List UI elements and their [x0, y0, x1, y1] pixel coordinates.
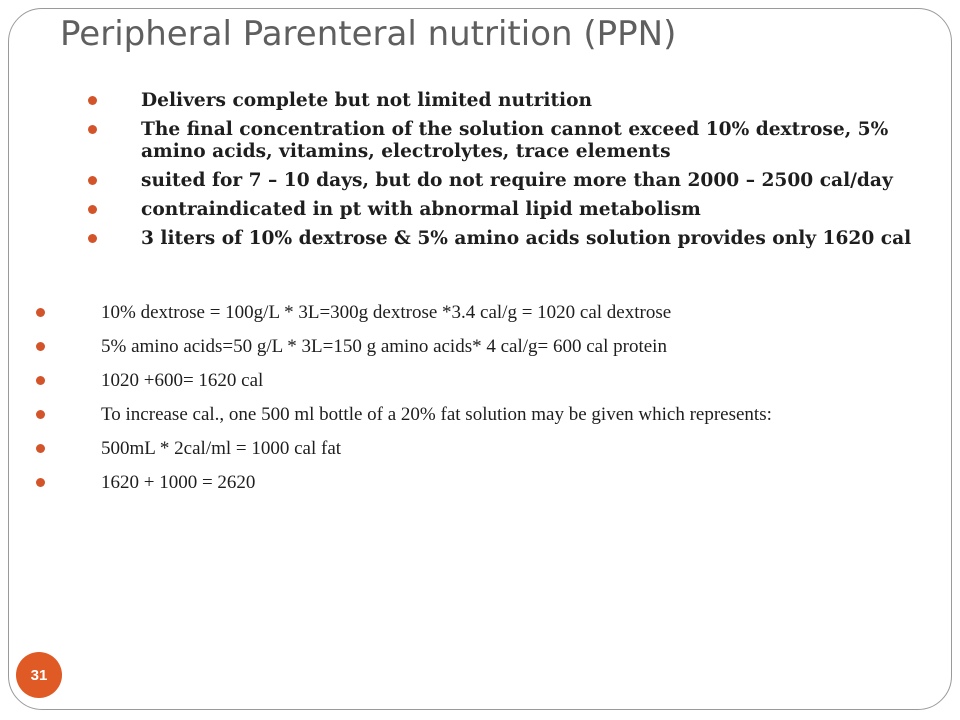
calculation-text: 500mL * 2cal/ml = 1000 cal fat — [101, 438, 342, 459]
bullet-dot-icon — [88, 234, 97, 243]
key-point — [88, 170, 954, 192]
calculation-text: 10% dextrose = 100g/L * 3L=300g dextrose *3.4 cal/g = 1020 cal dextrose — [101, 302, 672, 323]
key-point — [88, 90, 954, 112]
page-number-badge: 31 — [16, 652, 62, 698]
key-point — [88, 119, 954, 163]
key-point-text: 3 liters of 10% dextrose & 5% amino acids solution provides only 1620 cal — [141, 228, 912, 249]
bullet-dot-icon — [88, 125, 97, 134]
calculation-list — [36, 301, 952, 505]
bullet-dot-icon — [88, 96, 97, 105]
key-point — [88, 228, 954, 250]
bullet-dot-icon — [88, 176, 97, 185]
bullet-dot-icon — [36, 376, 45, 385]
key-point-text: contraindicated in pt with abnormal lipid metabolism — [141, 199, 701, 220]
calculation-text: 5% amino acids=50 g/L * 3L=150 g amino acids* 4 cal/g= 600 cal protein — [101, 336, 667, 357]
calculation-item — [36, 369, 952, 393]
bullet-dot-icon — [36, 342, 45, 351]
bullet-dot-icon — [36, 478, 45, 487]
calculation-item — [36, 437, 952, 461]
bullet-dot-icon — [36, 308, 45, 317]
slide-title: Peripheral Parenteral nutrition (PPN) — [60, 14, 677, 54]
key-point-text: suited for 7 – 10 days, but do not require more than 2000 – 2500 cal/day — [141, 170, 893, 191]
calculation-item — [36, 471, 952, 495]
calculation-item — [36, 301, 952, 325]
bullet-dot-icon — [36, 410, 45, 419]
bullet-dot-icon — [88, 205, 97, 214]
calculation-item — [36, 335, 952, 359]
key-point-text: The final concentration of the solution cannot exceed 10% dextrose, 5% amino acids, vitamins, electrolytes, trace elements — [141, 119, 889, 162]
calculation-text: 1020 +600= 1620 cal — [101, 370, 264, 391]
calculation-item — [36, 403, 952, 427]
key-points-list — [88, 90, 954, 257]
calculation-text: 1620 + 1000 = 2620 — [101, 472, 256, 493]
key-point-text: Delivers complete but not limited nutrition — [141, 90, 593, 111]
calculation-text: To increase cal., one 500 ml bottle of a 20% fat solution may be given which represents: — [101, 404, 772, 425]
bullet-dot-icon — [36, 444, 45, 453]
key-point — [88, 199, 954, 221]
